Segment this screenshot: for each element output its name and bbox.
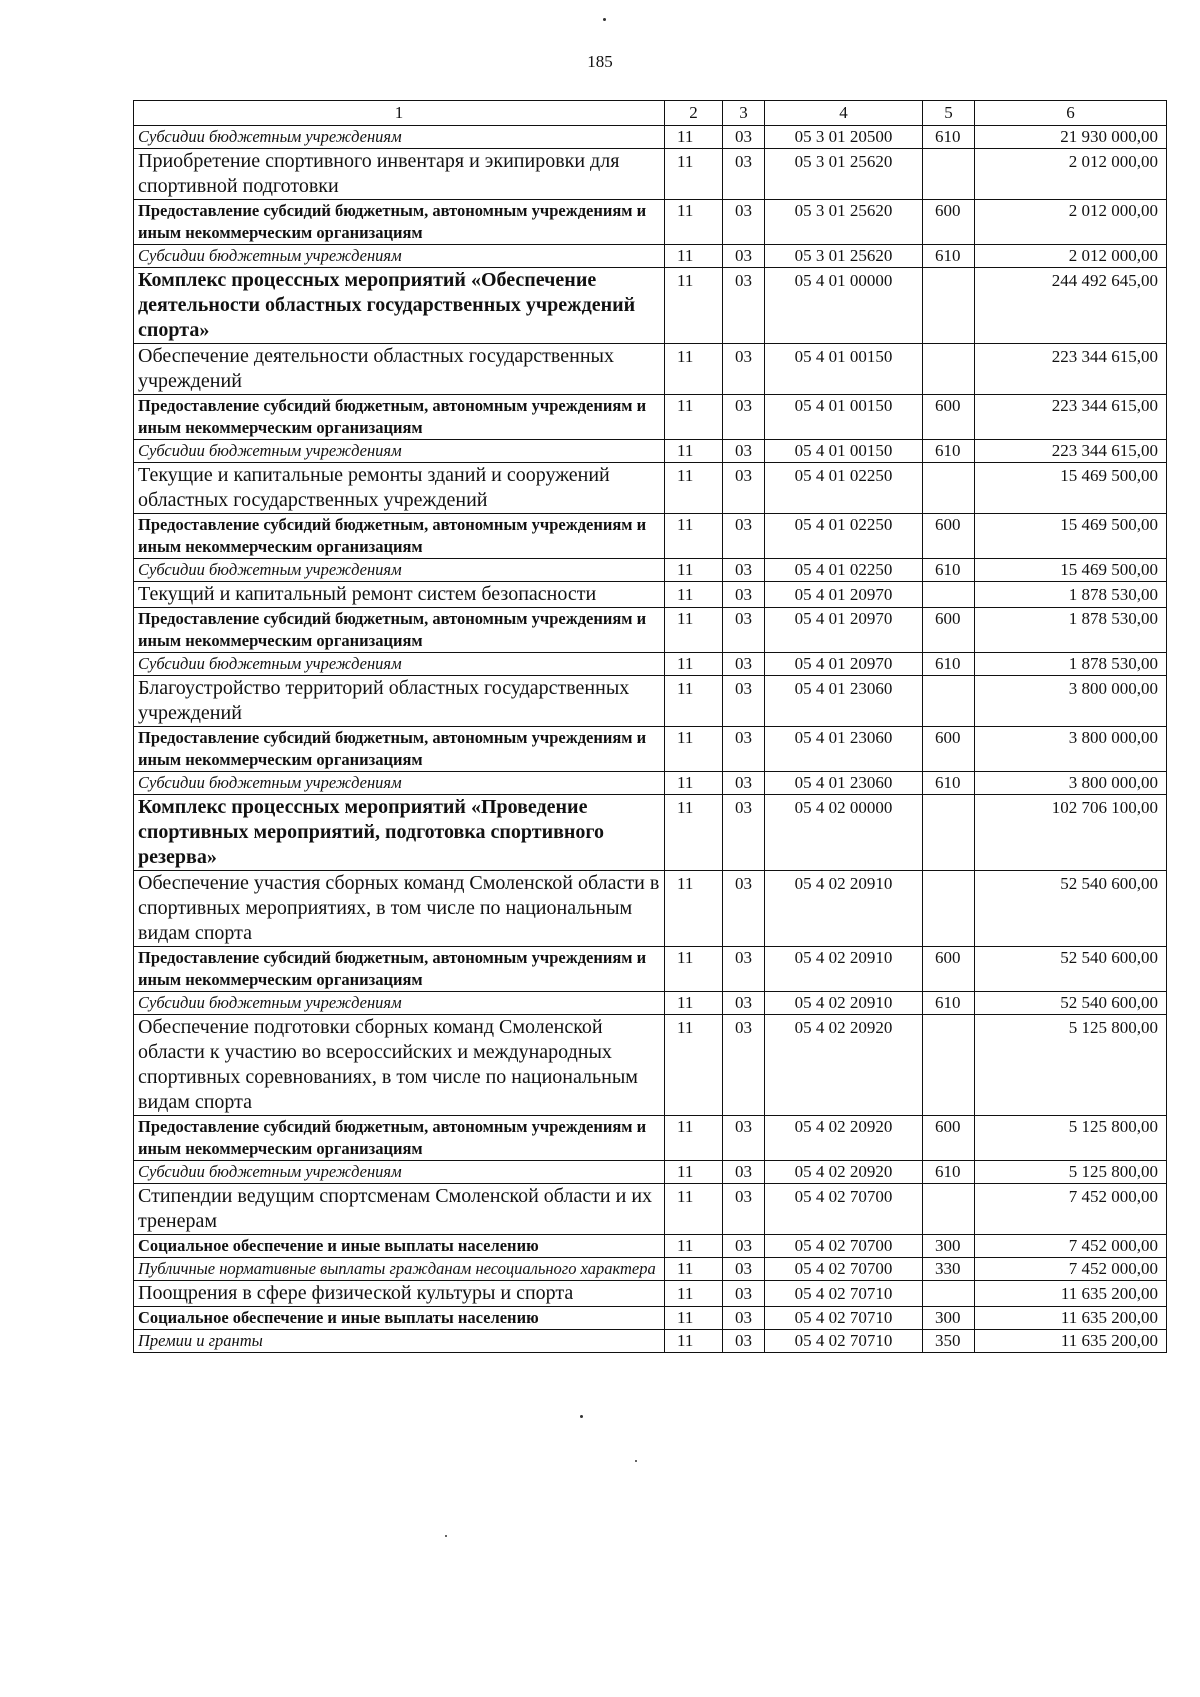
row-subsection: 03 [723, 1235, 765, 1258]
row-target-article: 05 3 01 25620 [765, 245, 923, 268]
row-target-article: 05 4 01 20970 [765, 582, 923, 608]
row-name: Текущий и капитальный ремонт систем безопасности [134, 582, 665, 608]
row-section: 11 [665, 772, 723, 795]
table-row [134, 126, 1167, 149]
row-subsection: 03 [723, 344, 765, 395]
row-amount: 15 469 500,00 [975, 514, 1167, 559]
row-target-article: 05 3 01 25620 [765, 200, 923, 245]
table-row [134, 608, 1167, 653]
row-section: 11 [665, 1161, 723, 1184]
row-target-article: 05 4 02 70710 [765, 1307, 923, 1330]
row-expense-type: 610 [923, 992, 975, 1015]
table-row [134, 947, 1167, 992]
row-section: 11 [665, 268, 723, 344]
table-body [134, 101, 1167, 1353]
row-name: Субсидии бюджетным учреждениям [134, 559, 665, 582]
row-name: Благоустройство территорий областных государственных учреждений [134, 676, 665, 727]
row-amount: 52 540 600,00 [975, 992, 1167, 1015]
row-target-article: 05 3 01 25620 [765, 149, 923, 200]
table-row [134, 795, 1167, 871]
row-expense-type: 610 [923, 559, 975, 582]
table-row [134, 1307, 1167, 1330]
table-row [134, 676, 1167, 727]
row-section: 11 [665, 1307, 723, 1330]
row-target-article: 05 4 01 00150 [765, 344, 923, 395]
row-subsection: 03 [723, 727, 765, 772]
row-name: Премии и гранты [134, 1330, 665, 1353]
row-amount: 5 125 800,00 [975, 1161, 1167, 1184]
row-subsection: 03 [723, 440, 765, 463]
row-subsection: 03 [723, 395, 765, 440]
row-section: 11 [665, 871, 723, 947]
row-target-article: 05 4 02 00000 [765, 795, 923, 871]
row-amount: 52 540 600,00 [975, 947, 1167, 992]
table-row [134, 463, 1167, 514]
row-section: 11 [665, 149, 723, 200]
row-amount: 1 878 530,00 [975, 608, 1167, 653]
row-expense-type [923, 149, 975, 200]
row-expense-type [923, 1281, 975, 1307]
table-row [134, 1258, 1167, 1281]
row-target-article: 05 4 02 20920 [765, 1116, 923, 1161]
table-row [134, 727, 1167, 772]
row-amount: 7 452 000,00 [975, 1235, 1167, 1258]
row-expense-type [923, 871, 975, 947]
row-amount: 102 706 100,00 [975, 795, 1167, 871]
row-amount: 5 125 800,00 [975, 1116, 1167, 1161]
row-expense-type: 600 [923, 608, 975, 653]
row-target-article: 05 4 02 70710 [765, 1281, 923, 1307]
row-expense-type: 610 [923, 1161, 975, 1184]
budget-table [133, 100, 1167, 1353]
row-expense-type [923, 1015, 975, 1116]
row-section: 11 [665, 608, 723, 653]
row-target-article: 05 4 02 70700 [765, 1235, 923, 1258]
row-target-article: 05 4 02 70700 [765, 1184, 923, 1235]
row-amount: 223 344 615,00 [975, 344, 1167, 395]
row-expense-type: 610 [923, 653, 975, 676]
row-expense-type [923, 463, 975, 514]
scan-speck [445, 1535, 447, 1537]
scan-speck [603, 18, 606, 21]
row-target-article: 05 4 02 20910 [765, 992, 923, 1015]
row-name: Субсидии бюджетным учреждениям [134, 772, 665, 795]
row-amount: 5 125 800,00 [975, 1015, 1167, 1116]
row-section: 11 [665, 200, 723, 245]
row-amount: 11 635 200,00 [975, 1281, 1167, 1307]
row-amount: 15 469 500,00 [975, 463, 1167, 514]
header-col-6: 6 [975, 101, 1167, 126]
header-col-1: 1 [134, 101, 665, 126]
row-section: 11 [665, 1184, 723, 1235]
row-name: Предоставление субсидий бюджетным, автономным учреждениям и иным некоммерческим организациям [134, 514, 665, 559]
table-row [134, 440, 1167, 463]
row-subsection: 03 [723, 1116, 765, 1161]
row-amount: 3 800 000,00 [975, 772, 1167, 795]
row-amount: 7 452 000,00 [975, 1184, 1167, 1235]
row-section: 11 [665, 676, 723, 727]
row-name: Предоставление субсидий бюджетным, автономным учреждениям и иным некоммерческим организациям [134, 947, 665, 992]
scan-speck [635, 1460, 637, 1462]
row-name: Приобретение спортивного инвентаря и экипировки для спортивной подготовки [134, 149, 665, 200]
row-expense-type: 610 [923, 772, 975, 795]
row-target-article: 05 4 02 20910 [765, 871, 923, 947]
row-target-article: 05 4 01 20970 [765, 608, 923, 653]
row-section: 11 [665, 344, 723, 395]
row-target-article: 05 4 01 23060 [765, 676, 923, 727]
row-expense-type: 300 [923, 1307, 975, 1330]
row-subsection: 03 [723, 1184, 765, 1235]
row-expense-type: 610 [923, 440, 975, 463]
row-amount: 52 540 600,00 [975, 871, 1167, 947]
row-expense-type: 610 [923, 126, 975, 149]
table-row [134, 653, 1167, 676]
table-row [134, 1281, 1167, 1307]
row-target-article: 05 4 01 23060 [765, 772, 923, 795]
table-row [134, 344, 1167, 395]
table-row [134, 268, 1167, 344]
row-name: Предоставление субсидий бюджетным, автономным учреждениям и иным некоммерческим организациям [134, 1116, 665, 1161]
page-number: 185 [587, 52, 613, 71]
row-expense-type: 350 [923, 1330, 975, 1353]
table-row [134, 1330, 1167, 1353]
row-subsection: 03 [723, 608, 765, 653]
header-col-3: 3 [723, 101, 765, 126]
row-name: Публичные нормативные выплаты гражданам несоциального характера [134, 1258, 665, 1281]
row-name: Субсидии бюджетным учреждениям [134, 992, 665, 1015]
row-subsection: 03 [723, 149, 765, 200]
row-section: 11 [665, 463, 723, 514]
row-subsection: 03 [723, 1307, 765, 1330]
row-amount: 2 012 000,00 [975, 149, 1167, 200]
row-section: 11 [665, 1235, 723, 1258]
row-section: 11 [665, 653, 723, 676]
table-row [134, 200, 1167, 245]
row-expense-type [923, 676, 975, 727]
row-subsection: 03 [723, 947, 765, 992]
row-amount: 11 635 200,00 [975, 1307, 1167, 1330]
row-subsection: 03 [723, 1258, 765, 1281]
row-target-article: 05 4 01 02250 [765, 559, 923, 582]
scan-speck [580, 1415, 583, 1418]
row-name: Субсидии бюджетным учреждениям [134, 245, 665, 268]
row-expense-type [923, 344, 975, 395]
row-name: Стипендии ведущим спортсменам Смоленской области и их тренерам [134, 1184, 665, 1235]
header-col-2: 2 [665, 101, 723, 126]
row-name: Предоставление субсидий бюджетным, автономным учреждениям и иным некоммерческим организациям [134, 727, 665, 772]
table-row [134, 582, 1167, 608]
row-expense-type: 600 [923, 200, 975, 245]
row-amount: 1 878 530,00 [975, 582, 1167, 608]
table-row [134, 1235, 1167, 1258]
row-amount: 3 800 000,00 [975, 676, 1167, 727]
row-amount: 7 452 000,00 [975, 1258, 1167, 1281]
row-expense-type: 600 [923, 727, 975, 772]
table-row [134, 149, 1167, 200]
table-row [134, 245, 1167, 268]
row-subsection: 03 [723, 582, 765, 608]
row-name: Комплекс процессных мероприятий «Обеспечение деятельности областных государственных учреждений спорта» [134, 268, 665, 344]
table-row [134, 514, 1167, 559]
row-target-article: 05 3 01 20500 [765, 126, 923, 149]
row-subsection: 03 [723, 653, 765, 676]
table-row [134, 559, 1167, 582]
row-subsection: 03 [723, 559, 765, 582]
row-name: Предоставление субсидий бюджетным, автономным учреждениям и иным некоммерческим организациям [134, 608, 665, 653]
row-target-article: 05 4 02 70710 [765, 1330, 923, 1353]
row-subsection: 03 [723, 992, 765, 1015]
table-row [134, 1015, 1167, 1116]
row-amount: 244 492 645,00 [975, 268, 1167, 344]
row-amount: 21 930 000,00 [975, 126, 1167, 149]
row-subsection: 03 [723, 514, 765, 559]
row-section: 11 [665, 1015, 723, 1116]
table-row [134, 772, 1167, 795]
row-expense-type [923, 268, 975, 344]
row-amount: 3 800 000,00 [975, 727, 1167, 772]
row-subsection: 03 [723, 676, 765, 727]
row-subsection: 03 [723, 1015, 765, 1116]
row-name: Обеспечение деятельности областных государственных учреждений [134, 344, 665, 395]
row-target-article: 05 4 01 23060 [765, 727, 923, 772]
table-row [134, 992, 1167, 1015]
row-subsection: 03 [723, 463, 765, 514]
row-expense-type [923, 795, 975, 871]
row-subsection: 03 [723, 1161, 765, 1184]
row-target-article: 05 4 01 00150 [765, 440, 923, 463]
row-amount: 223 344 615,00 [975, 440, 1167, 463]
row-subsection: 03 [723, 268, 765, 344]
row-amount: 15 469 500,00 [975, 559, 1167, 582]
row-name: Субсидии бюджетным учреждениям [134, 653, 665, 676]
row-expense-type: 600 [923, 514, 975, 559]
table-row [134, 1184, 1167, 1235]
row-amount: 2 012 000,00 [975, 245, 1167, 268]
row-section: 11 [665, 947, 723, 992]
table-row [134, 1161, 1167, 1184]
row-section: 11 [665, 514, 723, 559]
row-expense-type: 300 [923, 1235, 975, 1258]
table-row [134, 871, 1167, 947]
row-name: Субсидии бюджетным учреждениям [134, 440, 665, 463]
row-section: 11 [665, 795, 723, 871]
row-subsection: 03 [723, 200, 765, 245]
row-target-article: 05 4 02 20910 [765, 947, 923, 992]
row-name: Социальное обеспечение и иные выплаты населению [134, 1307, 665, 1330]
row-name: Обеспечение подготовки сборных команд Смоленской области к участию во всероссийских и международных спортивных соревнованиях, в том числе по национальным видам спорта [134, 1015, 665, 1116]
row-expense-type: 600 [923, 1116, 975, 1161]
row-amount: 1 878 530,00 [975, 653, 1167, 676]
row-section: 11 [665, 582, 723, 608]
row-amount: 11 635 200,00 [975, 1330, 1167, 1353]
table-row [134, 395, 1167, 440]
row-target-article: 05 4 01 20970 [765, 653, 923, 676]
row-target-article: 05 4 01 00000 [765, 268, 923, 344]
row-target-article: 05 4 01 02250 [765, 514, 923, 559]
row-section: 11 [665, 727, 723, 772]
row-expense-type: 610 [923, 245, 975, 268]
row-subsection: 03 [723, 795, 765, 871]
row-name: Предоставление субсидий бюджетным, автономным учреждениям и иным некоммерческим организациям [134, 395, 665, 440]
row-target-article: 05 4 02 20920 [765, 1015, 923, 1116]
header-col-5: 5 [923, 101, 975, 126]
row-expense-type: 600 [923, 395, 975, 440]
row-name: Текущие и капитальные ремонты зданий и сооружений областных государственных учреждений [134, 463, 665, 514]
row-target-article: 05 4 01 02250 [765, 463, 923, 514]
row-section: 11 [665, 395, 723, 440]
row-section: 11 [665, 1116, 723, 1161]
row-section: 11 [665, 1330, 723, 1353]
row-section: 11 [665, 559, 723, 582]
row-target-article: 05 4 02 70700 [765, 1258, 923, 1281]
row-name: Субсидии бюджетным учреждениям [134, 1161, 665, 1184]
row-expense-type [923, 1184, 975, 1235]
row-subsection: 03 [723, 1281, 765, 1307]
header-col-4: 4 [765, 101, 923, 126]
row-name: Обеспечение участия сборных команд Смоленской области в спортивных мероприятиях, в том числе по национальным видам спорта [134, 871, 665, 947]
row-target-article: 05 4 02 20920 [765, 1161, 923, 1184]
row-amount: 2 012 000,00 [975, 200, 1167, 245]
table-header-row [134, 101, 1167, 126]
table-row [134, 1116, 1167, 1161]
row-section: 11 [665, 440, 723, 463]
row-section: 11 [665, 245, 723, 268]
row-amount: 223 344 615,00 [975, 395, 1167, 440]
row-subsection: 03 [723, 126, 765, 149]
row-section: 11 [665, 1281, 723, 1307]
row-name: Социальное обеспечение и иные выплаты населению [134, 1235, 665, 1258]
row-section: 11 [665, 992, 723, 1015]
row-target-article: 05 4 01 00150 [765, 395, 923, 440]
row-expense-type: 330 [923, 1258, 975, 1281]
row-expense-type [923, 582, 975, 608]
row-section: 11 [665, 126, 723, 149]
row-expense-type: 600 [923, 947, 975, 992]
row-name: Субсидии бюджетным учреждениям [134, 126, 665, 149]
row-subsection: 03 [723, 772, 765, 795]
row-name: Поощрения в сфере физической культуры и спорта [134, 1281, 665, 1307]
row-name: Комплекс процессных мероприятий «Проведение спортивных мероприятий, подготовка спортивного резерва» [134, 795, 665, 871]
row-subsection: 03 [723, 1330, 765, 1353]
row-section: 11 [665, 1258, 723, 1281]
row-name: Предоставление субсидий бюджетным, автономным учреждениям и иным некоммерческим организациям [134, 200, 665, 245]
row-subsection: 03 [723, 245, 765, 268]
row-subsection: 03 [723, 871, 765, 947]
